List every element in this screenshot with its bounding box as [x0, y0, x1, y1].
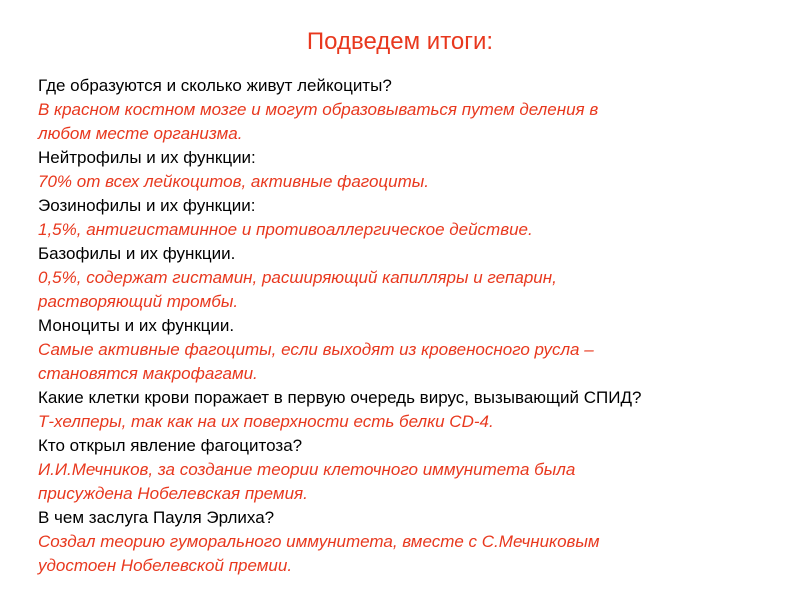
answer-4-line-2: растворяющий тромбы.	[38, 292, 239, 311]
answer-1-line-2: любом месте организма.	[38, 124, 243, 143]
question-8: В чем заслуга Пауля Эрлиха?	[38, 508, 275, 527]
answer-7-line-1: И.И.Мечников, за создание теории клеточного иммунитета была	[38, 460, 576, 479]
answer-1-line-1: В красном костном мозге и могут образовываться путем деления в	[38, 100, 599, 119]
slide-title: Подведем итоги:	[306, 28, 494, 55]
question-5: Моноциты и их функции.	[38, 316, 235, 335]
qa-list	[38, 74, 768, 578]
answer-2-line-1: 70% от всех лейкоцитов, активные фагоциты.	[38, 172, 429, 191]
answer-8-line-1: Создал теорию гуморального иммунитета, вместе с С.Мечниковым	[38, 532, 600, 551]
question-2: Нейтрофилы и их функции:	[38, 148, 256, 167]
question-3: Эозинофилы и их функции:	[38, 196, 256, 215]
answer-8-line-2: удостоен Нобелевской премии.	[38, 556, 293, 575]
answer-5-line-2: становятся макрофагами.	[38, 364, 258, 383]
answer-6-line-1: Т-хелперы, так как на их поверхности есть белки CD-4.	[38, 412, 494, 431]
question-7: Кто открыл явление фагоцитоза?	[38, 436, 303, 455]
question-1: Где образуются и сколько живут лейкоциты?	[38, 76, 392, 95]
answer-7-line-2: присуждена Нобелевская премия.	[38, 484, 308, 503]
answer-3-line-1: 1,5%, антигистаминное и противоаллергическое действие.	[38, 220, 533, 239]
question-4: Базофилы и их функции.	[38, 244, 236, 263]
question-6: Какие клетки крови поражает в первую очередь вирус, вызывающий СПИД?	[38, 388, 642, 407]
answer-5-line-1: Самые активные фагоциты, если выходят из кровеносного русла –	[38, 340, 594, 359]
answer-4-line-1: 0,5%, содержат гистамин, расширяющий капилляры и гепарин,	[38, 268, 557, 287]
